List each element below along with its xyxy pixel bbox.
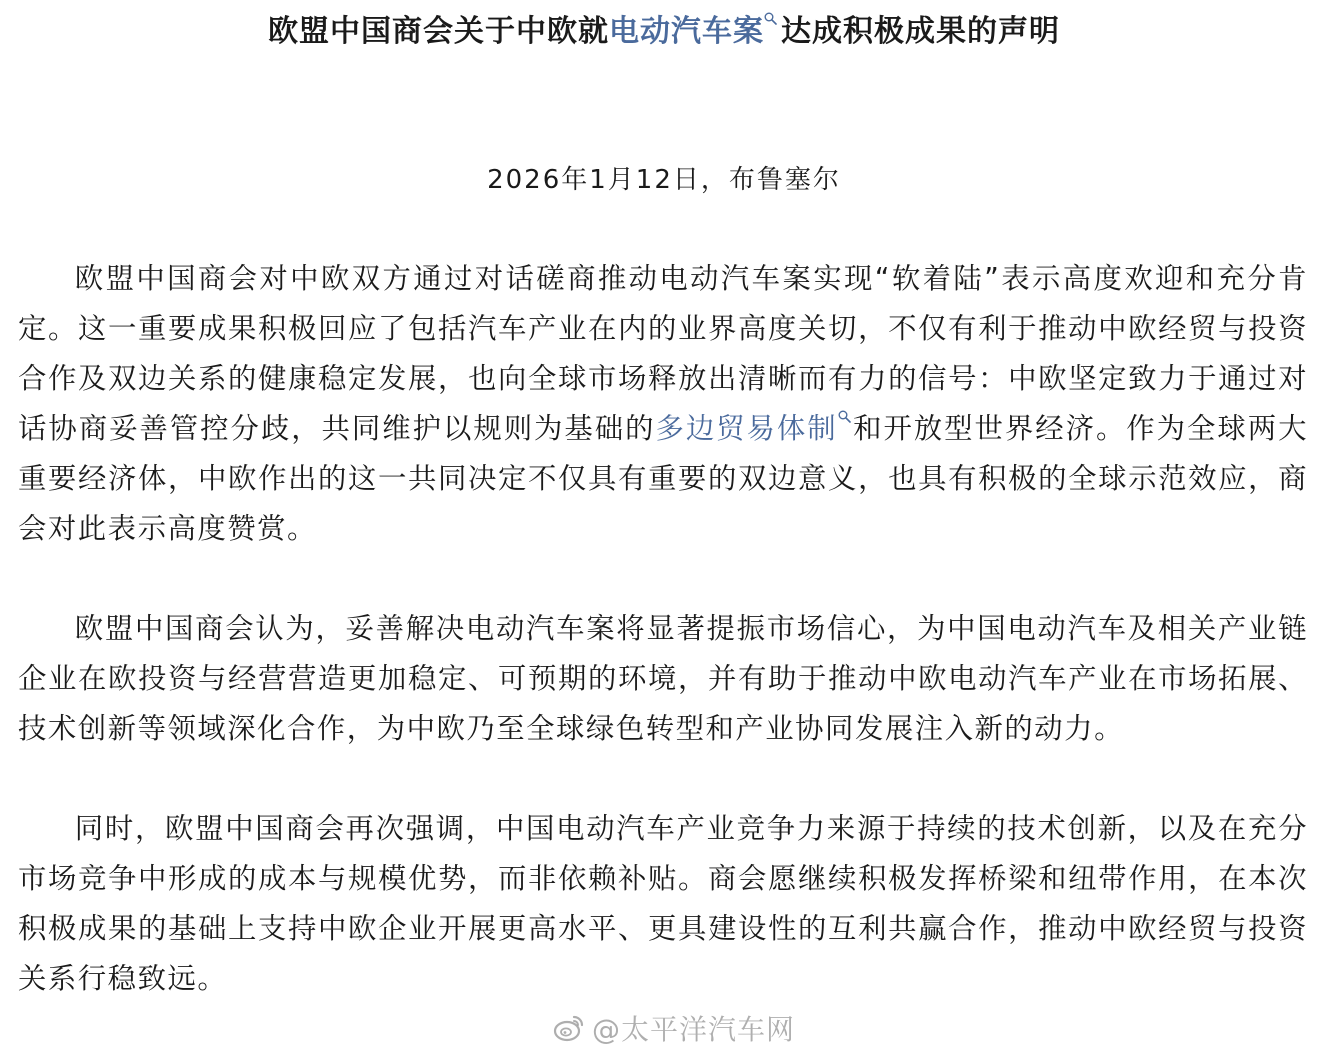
title-text-after: 达成积极成果的声明 [781,14,1060,49]
paragraph-1 [18,254,1308,554]
watermark [552,1006,795,1050]
search-icon[interactable] [764,12,777,25]
search-icon[interactable] [838,410,851,423]
paragraph-1-text-after: 和开放型世界经济。作为全球两大重要经济体，中欧作出的这一共同决定不仅具有重要的双边意义，也具有积极的全球示范效应，商会对此表示高度赞赏。 [18,412,1308,545]
title-text-before: 欧盟中国商会关于中欧就 [268,14,609,49]
weibo-logo-icon [552,1011,586,1045]
dateline: 2026年1月12日，布鲁塞尔 [487,165,841,195]
page-title [0,8,1328,56]
paragraph-3: 同时，欧盟中国商会再次强调，中国电动汽车产业竞争力来源于持续的技术创新，以及在充分市场竞争中形成的成本与规模优势，而非依赖补贴。商会愿继续积极发挥桥梁和纽带作用，在本次积极成果的基础上支持中欧企业开展更高水平、更具建设性的互利共赢合作，推动中欧经贸与投资关系行稳致远。 [18,812,1308,995]
title-link-ev-case[interactable]: 电动汽车案 [609,14,764,49]
paragraph-1-text-before: 欧盟中国商会对中欧双方通过对话磋商推动电动汽车案实现“软着陆”表示高度欢迎和充分肯定。这一重要成果积极回应了包括汽车产业在内的业界高度关切，不仅有利于推动中欧经贸与投资合作及双边关系的健康稳定发展，也向全球市场释放出清晰而有力的信号：中欧坚定致力于通过对话协商妥善管控分歧，共同维护以规则为基础的 [18,262,1308,445]
article-body [18,254,1308,1004]
link-multilateral-trade-system[interactable]: 多边贸易体制 [655,412,838,445]
paragraph-2: 欧盟中国商会认为，妥善解决电动汽车案将显著提振市场信心，为中国电动汽车及相关产业链企业在欧投资与经营营造更加稳定、可预期的环境，并有助于推动中欧电动汽车产业在市场拓展、技术创新等领域深化合作，为中欧乃至全球绿色转型和产业协同发展注入新的动力。 [18,612,1308,745]
watermark-text: @太平洋汽车网 [592,1013,796,1046]
